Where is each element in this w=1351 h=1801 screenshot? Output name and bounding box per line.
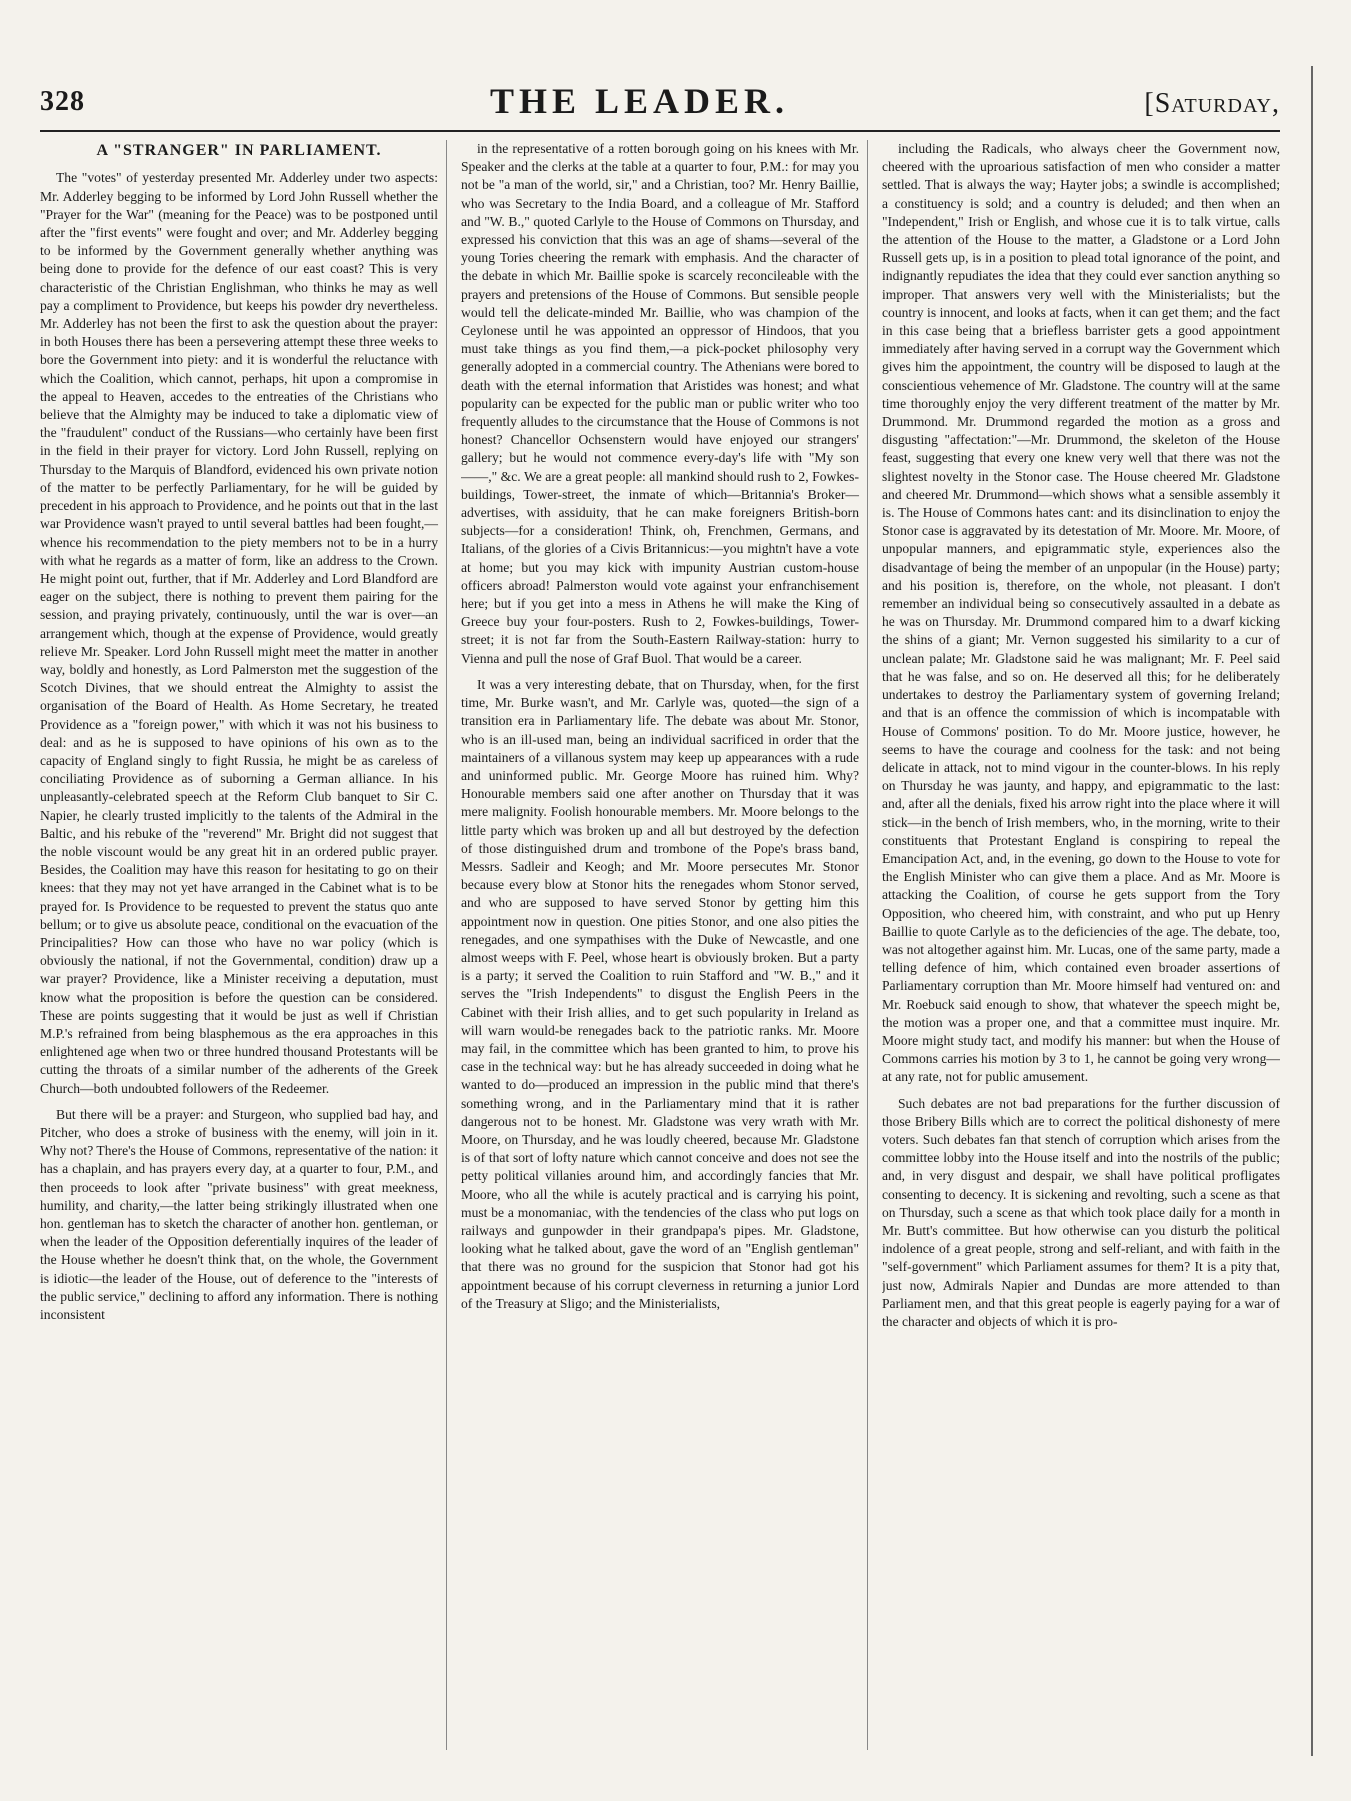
article-columns: [40, 140, 1280, 1750]
paragraph: in the representative of a rotten borough going on his knees with Mr. Speaker and the clerks at the table at a quarter to four, P.M.: for may you not be "a man of the world, sir," and a Christian, too? Mr. Henry Baillie, who was Secretary to the India Board, and a colleague of Mr. Stafford and "W. B.," quoted Carlyle to the House of Commons on Thursday, and expressed his conviction that this was an age of shams—several of the young Tories cheering the remark with emphasis. And the character of the debate in which Mr. Baillie spoke is scarcely reconcileable with the prayers and pretensions of the House of Commons. But sensible people would tell the delicate-minded Mr. Baillie, who was champion of the Ceylonese until he was appointed an oppressor of Hindoos, that you must take things as you find them,—a pick-pocket philosophy very generally adopted in a commercial country. The Athenians were bored to death with the eternal information that Aristides was honest; and what popularity can be expected for the public man or public writer who too frequently alludes to the circumstance that the House of Commons is not honest? Chancellor Ochsenstern would have enjoyed our strangers' gallery; but he would not commence every-day's life with "My son——," &c. We are a great people: all mankind should rush to 2, Fowkes-buildings, Tower-street, the inmate of which—Britannia's Broker—advertises, with assiduity, that he can make foreigners British-born subjects—for a consideration! Think, oh, Frenchmen, Germans, and Italians, of the glories of a Civis Britannicus:—you mightn't have a vote at home; but you may kick with impunity Austrian custom-house officers abroad! Palmerston would vote against your enfranchisement here; but if you get into a mess in Athens he will make the King of Greece buy your four-posters. Rush to 2, Fowkes-buildings, Tower-street; it is not far from the South-Eastern Railway-station: hurry to Vienna and pull the nose of Graf Buol. That would be a career.: [461, 141, 859, 666]
header-rule: [40, 130, 1280, 132]
page-header: [40, 70, 1280, 130]
newspaper-page: [40, 70, 1280, 1760]
paragraph: including the Radicals, who always cheer the Government now, cheered with the uproarious satisfaction of men who consider a matter settled. That is always the way; Hayter jobs; a swindle is accomplished; a constituency is sold; and a country is deluded; and then when an "Independent," Irish or English, and whose cue it is to talk virtue, calls the attention of the House to the matter, a Gladstone or a Lord John Russell gets up, is in a position to plead total ignorance of the point, and indignantly repudiates the idea that they could ever sanction anything so improper. That answers very well with the Ministerialists; but the country is innocent, and looks at facts, when it can get them; and the fact in this case being that a briefless barrister gets a good appointment immediately after having served in a corrupt way the Government which gives him the appointment, the country will be disposed to laugh at the conscientious vehemence of Mr. Gladstone. The country will at the same time thoroughly enjoy the very different treatment of the matter by Mr. Drummond. Mr. Drummond regarded the motion as a gross and disgusting "affectation:"—Mr. Drummond, the skeleton of the House feast, suggesting that every one knew very well that there was not the slightest novelty in the Stonor case. The House cheered Mr. Gladstone and cheered Mr. Drummond—which shows what a sensible assembly it is. The House of Commons hates cant: and its disinclination to enjoy the Stonor case is aggravated by its detestation of Mr. Moore. Mr. Moore, of unpopular manners, and epigrammatic style, experiences also the disadvantage of being the member of an unpopular (in the House) party; and his position is, therefore, on the whole, not pleasant. I don't remember an individual being so consecutively assaulted in a debate as he was on Thursday. Mr. Drummond compared him to a dwarf kicking the shins of a giant; Mr. Vernon suggested his similarity to a cur of unclean palate; Mr. Gladstone said he was malignant; Mr. F. Peel said that he was false, and so on. He deserved all this; for he deliberately undertakes to destroy the Parliamentary system of governing Ireland; and that is an offence the commission of which is incompatable with House of Commons' position. To do Mr. Moore justice, however, he seems to have the courage and coolness for the task: and not being delicate in attack, not to mind vigour in the counter-blows. In his reply on Thursday he was jaunty, and happy, and epigrammatic to the last: and, after all the denials, fixed his arrow right into the place where it will stick—in the bench of Irish members, who, in the morning, write to their constituents that Protestant England is conspiring to repeal the Emancipation Act, and, in the evening, go down to the House to vote for the English Minister who can give them a place. And as Mr. Moore is attacking the Coalition, of course he gets support from the Tory Opposition, who cheered him, with constraint, and who put up Henry Baillie to quote Carlyle as to the deficiencies of the age. The debate, too, was not altogether against him. Mr. Lucas, one of the same party, made a telling defence of him, which contained even broader assertions of Parliamentary corruption than Mr. Moore himself had ventured on: and Mr. Roebuck said enough to show, that whatever the speech might be, the motion was a proper one, and that a committee must inquire. Mr. Moore might study tact, and modify his manner: but when the House of Commons carries his motion by 3 to 1, he cannot be going very wrong—at any rate, not for public amusement.: [882, 141, 1280, 1085]
column-3: [882, 140, 1280, 1750]
article-title: A "STRANGER" IN PARLIAMENT.: [96, 142, 382, 159]
paragraph: The "votes" of yesterday presented Mr. Adderley under two aspects: Mr. Adderley begging to be informed by Lord John Russell whether the "Prayer for the War" (meaning for the Peace) was to be postponed until after the "first events" were fought and over; and Mr. Adderley begging to be informed by the Government generally whether anything was being done to provide for the defence of our east coast? This is very characteristic of the Christian Englishman, who thinks he may as well pay a compliment to Providence, but keeps his powder dry nevertheless. Mr. Adderley has not been the first to ask the question about the prayer: in both Houses there has been a persevering attempt these three weeks to bore the Government into piety: and it is wonderful the reluctance with which the Coalition, which cannot, perhaps, hit upon a compromise in the appeal to Heaven, accedes to the entreaties of the Christians who believe that the Almighty may be induced to take a diplomatic view of the "fraudulent" conduct of the Russians—who certainly have been first in the field in their prayer for victory. Lord John Russell, replying on Thursday to the Marquis of Blandford, evidenced his own private notion of the matter to be perfectly Parliamentary, for he will be guided by precedent in his approach to Providence, and he points out that in the last war Providence wasn't prayed to until several battles had been fought,—whence his recommendation to the piety members not to be in a hurry with what he regards as a matter of form, like an address to the Crown. He might point out, further, that if Mr. Adderley and Lord Blandford are eager on the subject, there is nothing to prevent them pairing for the session, and praying privately, continuously, until the war is over—an arrangement which, though at the expense of Providence, would greatly relieve Mr. Speaker. Lord John Russell might meet the matter in another way, boldly and honestly, as Lord Palmerston met the suggestion of the Scotch Divines, that we should entreat the Almighty to assist the organisation of the Board of Health. As Home Secretary, he treated Providence as a "foreign power," with which it was not his business to deal: and as he is supposed to have opinions of his own as to the capacity of England singly to fight Russia, he might be as careless of conciliating Providence as of suborning a German alliance. In his unpleasantly-celebrated speech at the Reform Club banquet to Sir C. Napier, he clearly trusted implicitly to the talents of the Admiral in the Baltic, and his rebuke of the "reverend" Mr. Bright did not suggest that the noble viscount would be any great hit in an ordered public prayer. Besides, the Coalition may have this reason for hesitating to go on their knees: that they may not yet have arranged in the Cabinet what is to be prayed for. Is Providence to be requested to prevent the status quo ante bellum; or to give us absolute peace, conditional on the evacuation of the Principalities? How can those who have no war policy (which is obviously the national, if not the Governmental, condition) draw up a war prayer? Providence, like a Minister receiving a deputation, must know what the proposition is before the question can be considered. These are points suggesting that it would be just as well if Christian M.P.'s refrained from being blasphemous as the era approaches in this enlightened age when two or three hundred thousand Protestants will be cutting the throats of a similar number of the adherents of the Greek Church—both undoubted followers of the Redeemer.: [40, 170, 438, 1096]
paragraph: But there will be a prayer: and Sturgeon, who supplied bad hay, and Pitcher, who does a stroke of business with the enemy, will join in it. Why not? There's the House of Commons, representative of the nation: it has a chaplain, and has prayers every day, at a quarter to four, P.M., and then proceeds to look after "private business" with great meekness, humility, and charity,—the latter being strikingly illustrated when one hon. gentleman has to sketch the character of another hon. gentleman, or when the leader of the Opposition deferentially inquires of the leader of the House whether he doesn't think that, on the whole, the Government is idiotic—the leader of the House, out of deference to the "interests of the public service," declining to afford any information. There is nothing inconsistent: [40, 1106, 438, 1323]
page-number: 328: [40, 86, 85, 117]
column-1: [40, 140, 447, 1750]
masthead: THE LEADER.: [490, 81, 790, 121]
paragraph: Such debates are not bad preparations for the further discussion of those Bribery Bills which are to correct the political dishonesty of mere voters. Such debates fan that stench of corruption which arises from the committee lobby into the House itself and into the nostrils of the public; and, in very disgust and despair, we shall have political profligates consenting to decency. It is sickening and revolting, such a scene as that on Thursday, such a scene as that which took place daily for a month in Mr. Butt's committee. But how otherwise can you disturb the political indolence of a great people, strong and self-reliant, and with faith in the "self-government" which Parliament assumes for them? It is a pity that, just now, Admirals Napier and Dundas are more attended to than Parliament men, and that this great people is eagerly paying for a war of the character and objects of which it is pro-: [882, 1095, 1280, 1329]
right-edge-rule: [1311, 66, 1313, 1756]
paragraph: It was a very interesting debate, that on Thursday, when, for the first time, Mr. Burke wasn't, and Mr. Carlyle was, quoted—the sign of a transition era in Parliamentary life. The debate was about Mr. Stonor, who is an ill-used man, being an individual sacrificed in order that the maintainers of a villanous system may keep up appearances with a rude and uninformed public. Mr. George Moore has ruined him. Why? Honourable members said one after another on Thursday that it was mere malignity. Foolish honourable members. Mr. Moore belongs to the little party which was broken up and all but destroyed by the defection of those distinguished drum and trombone of the Pope's brass band, Messrs. Sadleir and Keogh; and Mr. Moore persecutes Mr. Stonor because every blow at Stonor hits the renegades whom Stonor served, and who are supposed to have served Stonor by getting him this appointment now in question. One pities Stonor, and one also pities the renegades, and one sympathises with the Duke of Newcastle, and one almost weeps with F. Peel, whose heart is obviously broken. But a party is a party; it served the Coalition to ruin Stafford and "W. B.," and it serves the "Irish Independents" to disgust the English Peers in the Cabinet with their Irish allies, and to get such popularity in Ireland as will warn would-be renegades back to the patriotic ranks. Mr. Moore may fail, in the committee which has been granted to him, to prove his case in the technical way: but he has already succeeded in doing what he wanted to do—produced an impression in the public mind that there's something wrong, and in the Parliamentary mind that it is rather dangerous not to be honest. Mr. Gladstone was very wrath with Mr. Moore, on Thursday, and he was loudly cheered, because Mr. Gladstone is of that sort of lofty nature which cannot conceive and does not see the petty political villanies around him, and accordingly fancies that Mr. Moore, who all the while is acutely practical and is carrying his point, must be a monomaniac, with the tendencies of the class who put logs on railways and gunpowder in their grandpapa's pipes. Mr. Gladstone, looking what he talked about, gave the word of an "English gentleman" that there was no ground for the suspicion that Stonor had got his appointment because of his corrupt cleverness in returning a junior Lord of the Treasury at Sligo; and the Ministerialists,: [461, 676, 859, 1311]
column-2: [461, 140, 868, 1750]
dateline: [Saturday,: [1144, 88, 1280, 119]
